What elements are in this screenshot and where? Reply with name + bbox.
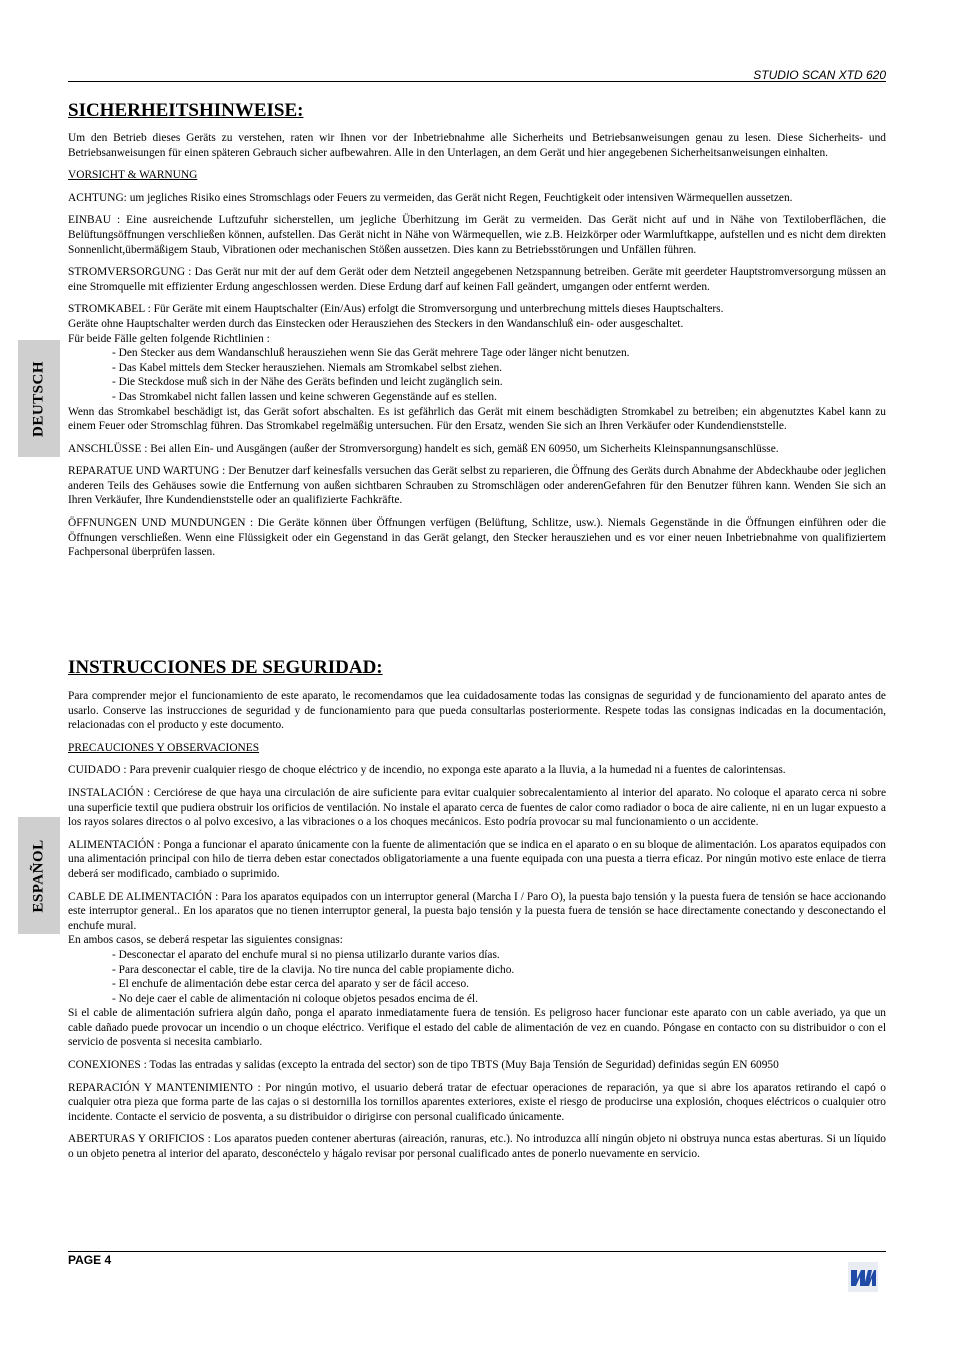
section-heading: SICHERHEITSHINWEISE: [68,100,304,121]
list-item: - Desconectar el aparato del enchufe mural si no piensa utilizarlo durante varios días. [112,948,500,961]
list-item: - El enchufe de alimentación debe estar cerca del aparato y ser de fácil acceso. [112,978,470,991]
list-item: - Para desconectar el cable, tire de la clavija. No tire nunca del cable propiamente dicho. [112,963,515,976]
paragraph-reparatur: REPARATUE UND WARTUNG : Der Benutzer darf keinesfalls versuchen das Gerät selbst zu reparieren, die Öffnung des Geräts durch Abnahme der Abdeckhaube oder jeglichen anderen Teils des Gehäuses sowie die Entfernung von außen sichtbaren Schrauben zu Stromschlägen oder anderenGefahren für den Benutzer führen kann. Wenden Sie sich an Ihren Verkäufer, Ihre Kundendienststelle oder an qualifizierte Fachkräfte. [68,465,886,507]
footer-divider [68,1251,886,1252]
list-item: - No deje caer el cable de alimentación ni coloque objetos pesados encima de él. [112,992,478,1005]
subheading: VORSICHT & WARNUNG [68,169,198,182]
section-heading: INSTRUCCIONES DE SEGURIDAD: [68,657,383,678]
paragraph-cable: CABLE DE ALIMENTACIÓN : Para los aparatos equipados con un interruptor general (Marcha I / Paro O), la puesta bajo tensión y la puesta fuera de tensión se hace accionando este interruptor general.. En los aparatos que no tienen interruptor general, la puesta bajo tensión y la puesta fuera de tensión se hace directamente conectando y desconectando el enchufe mural. [68,890,886,932]
header-divider [68,81,886,82]
paragraph-einbau: EINBAU : Eine ausreichende Luftzufuhr sicherstellen, um jegliche Überhitzung im Gerät zu vermeiden. Das Gerät nicht auf und in Nähe von Textiloberflächen, die Belüftungsöffnungen verschließen können, aufstellen. Das Gerät nicht in Nähe von Wärmequellen, wie z.B. Heizkörper oder Warmluftkappe, aufstellen und es nicht dem direkten Sonnenlicht,übermäßigem Staub, Vibrationen oder mechanischen Stößen aussetzen. Dies kann zu Betriebsstörungen und Unfällen führen. [68,214,886,256]
intro-paragraph: Para comprender mejor el funcionamiento de este aparato, le recomendamos que lea cuidadosamente todas las consignas de seguridad y de funcionamiento del aparato antes de usarlo. Conserve las instrucciones de seguridad y de funcionamiento para que pueda consultarlas posteriormente. Respete todas las consignas indicadas en la documentación, relacionadas con el producto y este documento. [68,690,886,732]
section-espanol [68,656,886,1170]
paragraph-achtung: ACHTUNG: um jegliches Risiko eines Stromschlags oder Feuers zu vermeiden, das Gerät nicht Regen, Feuchtigkeit oder intensiven Wärmequellen aussetzen. [68,191,793,204]
intro-paragraph: Um den Betrieb dieses Geräts zu verstehen, raten wir Ihnen vor der Inbetriebnahme alle Sicherheits und Betriebsanweisungen genau zu lesen. Diese Sicherheits- und Betriebsanweisungen für einen späteren Gebrauch sicher aufbewahren. Alle in den Unterlagen, an dem Gerät und hier angegebenen Sicherheitsanweisungen einhalten. [68,132,886,159]
paragraph-stromkabel-4: Wenn das Stromkabel beschädigt ist, das Gerät sofort abschalten. Es ist gefährlich das Gerät mit einem beschädigten Stromkabel zu betreiben; ein abgenutztes Kabel kann zu einem Feuer oder Stromschlag führen. Das Stromkabel regelmäßig untersuchen. Für den Ersatz, wenden Sie sich an Ihren Verkäufer oder Kundendienststelle. [68,405,886,433]
paragraph-reparacion: REPARACIÓN Y MANTENIMIENTO : Por ningún motivo, el usuario deberá tratar de efectuar operaciones de reparación, ya que si abre los aparatos retirando el capó o cualquier otra pieza que forma parte de las cajas o si destornilla los tornillos aparentes exteriores, existe el riesgo de producirse una explosión, choques eléctricos o cualquier otro incidente. Contacte el servicio de posventa, a su distribuidor o dirigirse con personal cualificado únicamente. [68,1081,886,1123]
document-title: STUDIO SCAN XTD 620 [753,68,886,82]
paragraph-conexiones: CONEXIONES : Todas las entradas y salidas (excepto la entrada del sector) son de tipo TBTS (Muy Baja Tensión de Seguridad) definidas según EN 60950 [68,1059,779,1072]
language-tab-label: ESPAÑOL [30,838,47,913]
analog-way-logo-icon [848,1262,878,1292]
paragraph-cable-3: Si el cable de alimentación sufriera algún daño, ponga el aparato inmediatamente fuera de tensión. Es peligroso hacer funcionar este aparato con un cable averiado, ya que un cable dañado puede provocar un incendio o un choque eléctrico. Verifique el estado del cable de alimentación de vez en cuando. Póngase en contacto con su distribuidor o con el servicio de posventa si necesita cambiarlo. [68,1007,886,1049]
paragraph-stromkabel-3: Für beide Fälle gelten folgende Richtlinien : [68,332,270,345]
paragraph-alimentacion: ALIMENTACIÓN : Ponga a funcionar el aparato únicamente con la fuente de alimentación que se indica en el aparato o en su bloque de alimentación. Los aparatos equipados con una alimentación principal con hilo de tierra deben estar conectados obligatoriamente a una fuente equipada con una puesta a tierra eficaz. Por ningún motivo este enlace de tierra deberá ser modificado, cambiado o suprimido. [68,838,886,880]
paragraph-instalacion: INSTALACIÓN : Cerciórese de que haya una circulación de aire suficiente para evitar cualquier sobrecalentamiento al interior del aparato. No coloque el aparato cerca ni sobre una superficie textil que pudiera obstruir los orificios de ventilación. No instale el aparato cerca de fuentes de calor como radiador o boca de aire caliente, ni en un lugar expuesto a los rayos solares directos o al polvo excesivo, a las vibraciones o a los choques mecánicos. Esto podría provocar su mal funcionamiento o un accidente. [68,786,886,829]
list-item: - Das Stromkabel nicht fallen lassen und keine schweren Gegenstände auf es stellen. [112,390,497,403]
paragraph-stromversorgung: STROMVERSORGUNG : Das Gerät nur mit der auf dem Gerät oder dem Netzteil angegebenen Netzspannung betreiben. Geräte mit geerdeter Hauptstromversorgung müssen an eine Stromquelle mit effizienter Erdung angeschlossen werden. Diese Erdung darf auf keinen Fall geändert, umgangen oder entfernt werden. [68,266,886,293]
list-item: - Die Steckdose muß sich in der Nähe des Geräts befinden und leicht zugänglich sein. [112,376,503,389]
paragraph-aberturas: ABERTURAS Y ORIFICIOS : Los aparatos pueden contener aberturas (aireación, ranuras, etc.). No introduzca allí ningún objeto ni obstruya nunca estas aberturas. Si un líquido o un objeto penetra al interior del aparato, desconéctelo y hágalo revisar por personal cualificado antes de ponerlo nuevamente en servicio. [68,1133,886,1161]
paragraph-anschluesse: ANSCHLÜSSE : Bei allen Ein- und Ausgängen (außer der Stromversorgung) handelt es sich, gemäß EN 60950, um Sicherheits Kleinspannungsanschlüsse. [68,442,779,455]
paragraph-stromkabel: STROMKABEL : Für Geräte mit einem Hauptschalter (Ein/Aus) erfolgt die Stromversorgung und unterbrechung mittels dieses Hauptschalters. [68,303,724,316]
subheading: PRECAUCIONES Y OBSERVACIONES [68,741,260,754]
language-tab-espanol [18,817,60,934]
paragraph-oeffnungen: ÖFFNUNGEN UND MUNDUNGEN : Die Geräte können über Öffnungen verfügen (Belüftung, Schlitze, usw.). Niemals Gegenstände in die Öffnungen einführen oder die Öffnungen verschließen. Wenn eine Flüssigkeit oder ein Gegenstand in das Gerät gelangt, den Stecker herausziehen und es vor einer neuen Inbetriebnahme von qualifiziertem Fachpersonal überprüfen lassen. [68,517,886,559]
guideline-list [68,346,886,404]
guideline-list [68,948,886,1006]
language-tab-label: DEUTSCH [30,360,47,437]
list-item: - Das Kabel mittels dem Stecker herausziehen. Niemals am Stromkabel selbst ziehen. [112,361,503,374]
page-number: PAGE 4 [68,1253,112,1267]
paragraph-cable-2: En ambos casos, se deberá respetar las siguientes consignas: [68,934,343,947]
list-item: - Den Stecker aus dem Wandanschluß herausziehen wenn Sie das Gerät mehrere Tage oder länger nicht benutzen. [112,347,630,360]
paragraph-stromkabel-2: Geräte ohne Hauptschalter werden durch das Einstecken oder Herausziehen des Steckers in den Wandanschluß ein- oder ausgeschaltet. [68,317,684,330]
language-tab-deutsch [18,340,60,457]
section-deutsch [68,99,886,568]
paragraph-cuidado: CUIDADO : Para prevenir cualquier riesgo de choque eléctrico y de incendio, no exponga este aparato a la lluvia, a la humedad ni a fuentes de calorintensas. [68,764,786,777]
